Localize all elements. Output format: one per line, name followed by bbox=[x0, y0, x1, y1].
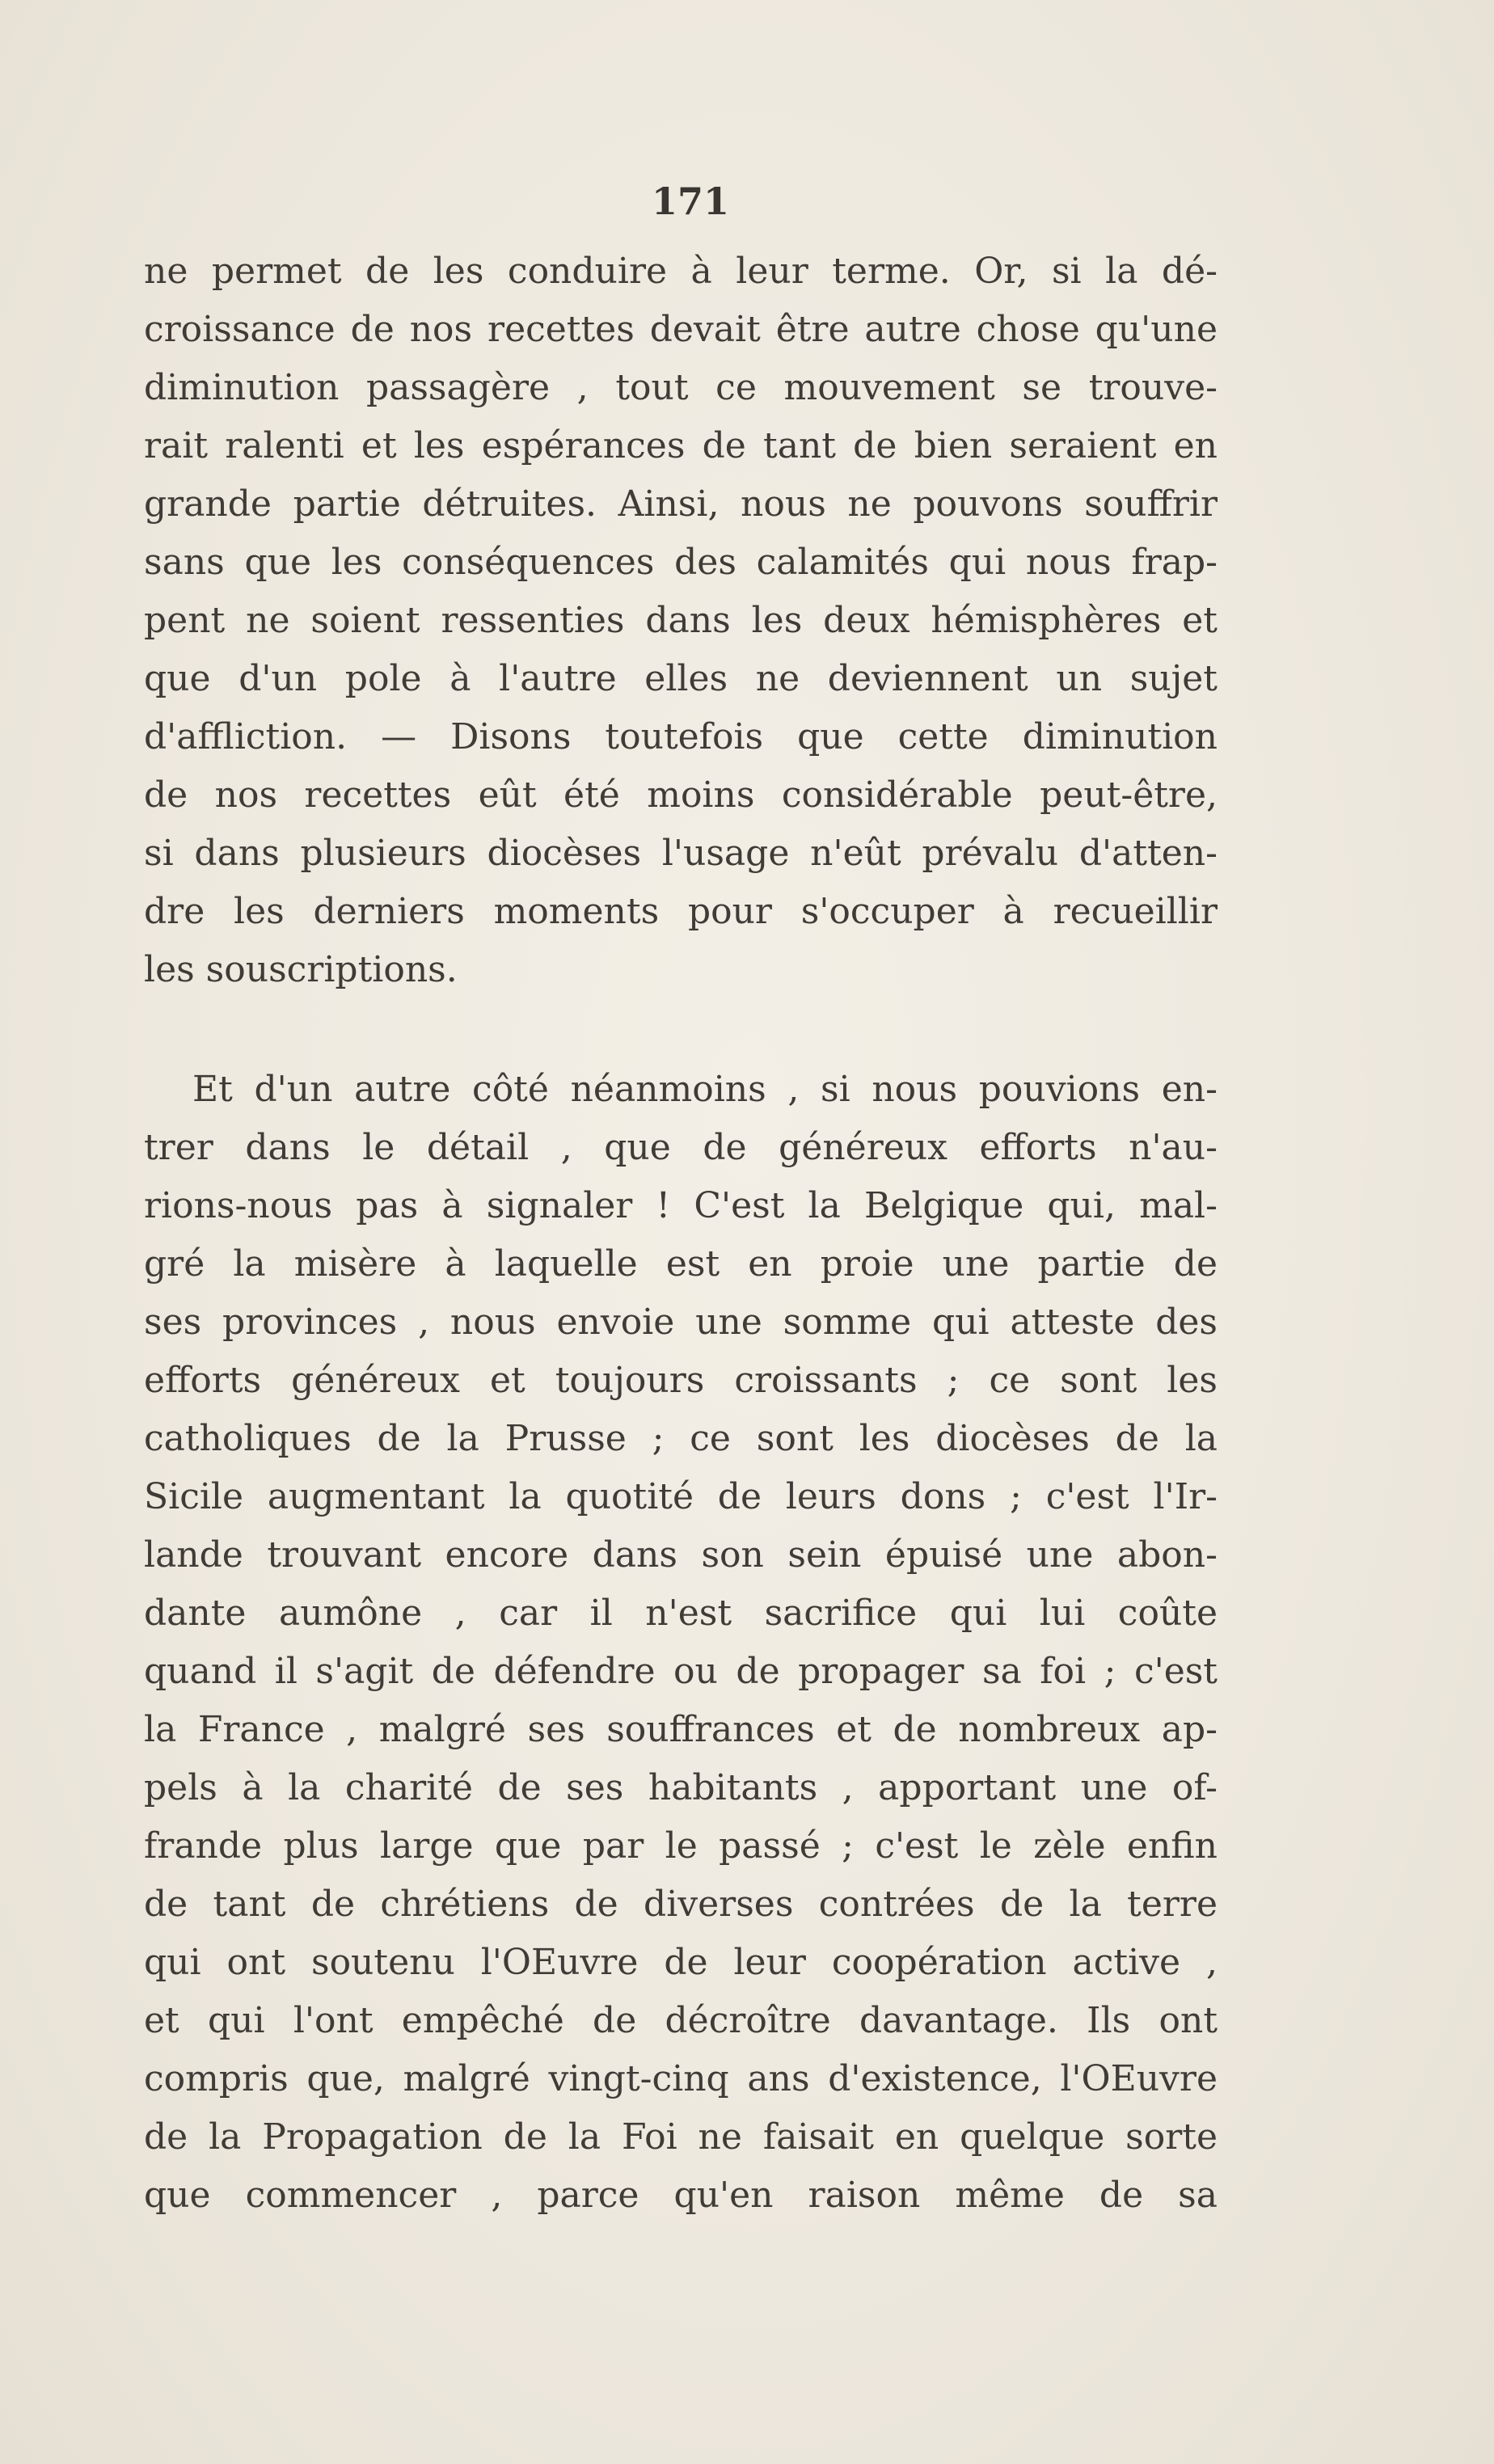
text-line: frande plus large que par le passé ; c'est le zèle enfin bbox=[144, 1825, 1218, 1867]
text-line: sans que les conséquences des calamités qui nous frap- bbox=[144, 542, 1218, 583]
text-line: et qui l'ont empêché de décroître davantage. Ils ont bbox=[144, 2000, 1218, 2041]
paragraph-2 bbox=[144, 1061, 1218, 2225]
text-line: pels à la charité de ses habitants , apportant une of- bbox=[144, 1767, 1218, 1808]
text-line: la France , malgré ses souffrances et de nombreux ap- bbox=[144, 1709, 1218, 1750]
text-line: Sicile augmentant la quotité de leurs dons ; c'est l'Ir- bbox=[144, 1476, 1218, 1517]
text-line: gré la misère à laquelle est en proie une partie de bbox=[144, 1243, 1218, 1285]
text-line: de tant de chrétiens de diverses contrées de la terre bbox=[144, 1884, 1218, 1925]
text-line: diminution passagère , tout ce mouvement se trouve- bbox=[144, 367, 1218, 408]
text-line: Et d'un autre côté néanmoins , si nous pouvions en- bbox=[192, 1069, 1218, 1110]
text-line: ses provinces , nous envoie une somme qui atteste des bbox=[144, 1302, 1218, 1343]
text-line: de nos recettes eût été moins considérable peut-être, bbox=[144, 774, 1218, 816]
text-line: rait ralenti et les espérances de tant de bien seraient en bbox=[144, 425, 1218, 466]
text-line: pent ne soient ressenties dans les deux hémisphères et bbox=[144, 600, 1218, 641]
paragraph-1 bbox=[144, 243, 1218, 999]
text-line: les souscriptions. bbox=[144, 949, 458, 990]
text-line: dante aumône , car il n'est sacrifice qui lui coûte bbox=[144, 1593, 1218, 1634]
text-line: catholiques de la Prusse ; ce sont les diocèses de la bbox=[144, 1418, 1218, 1459]
page-number: 171 bbox=[651, 179, 730, 223]
text-line: ne permet de les conduire à leur terme. Or, si la dé- bbox=[144, 251, 1218, 292]
text-line: lande trouvant encore dans son sein épuisé une abon- bbox=[144, 1534, 1218, 1576]
text-line: quand il s'agit de défendre ou de propager sa foi ; c'est bbox=[144, 1651, 1218, 1692]
text-line: efforts généreux et toujours croissants ; ce sont les bbox=[144, 1360, 1218, 1401]
text-line: rions-nous pas à signaler ! C'est la Belgique qui, mal- bbox=[144, 1185, 1218, 1226]
text-line: d'affliction. — Disons toutefois que cette diminution bbox=[144, 716, 1218, 757]
text-line: si dans plusieurs diocèses l'usage n'eût prévalu d'atten- bbox=[144, 833, 1218, 874]
text-line: compris que, malgré vingt-cinq ans d'existence, l'OEuvre bbox=[144, 2058, 1218, 2099]
text-line: grande partie détruites. Ainsi, nous ne pouvons souffrir bbox=[144, 483, 1218, 525]
text-line: de la Propagation de la Foi ne faisait en quelque sorte bbox=[144, 2116, 1218, 2158]
text-line: dre les derniers moments pour s'occuper à recueillir bbox=[144, 891, 1218, 932]
text-line: croissance de nos recettes devait être autre chose qu'une bbox=[144, 309, 1218, 350]
text-line: trer dans le détail , que de généreux efforts n'au- bbox=[144, 1127, 1218, 1168]
text-line: qui ont soutenu l'OEuvre de leur coopération active , bbox=[144, 1942, 1218, 1983]
text-line: que commencer , parce qu'en raison même de sa bbox=[144, 2175, 1218, 2216]
text-line: que d'un pole à l'autre elles ne deviennent un sujet bbox=[144, 658, 1218, 699]
